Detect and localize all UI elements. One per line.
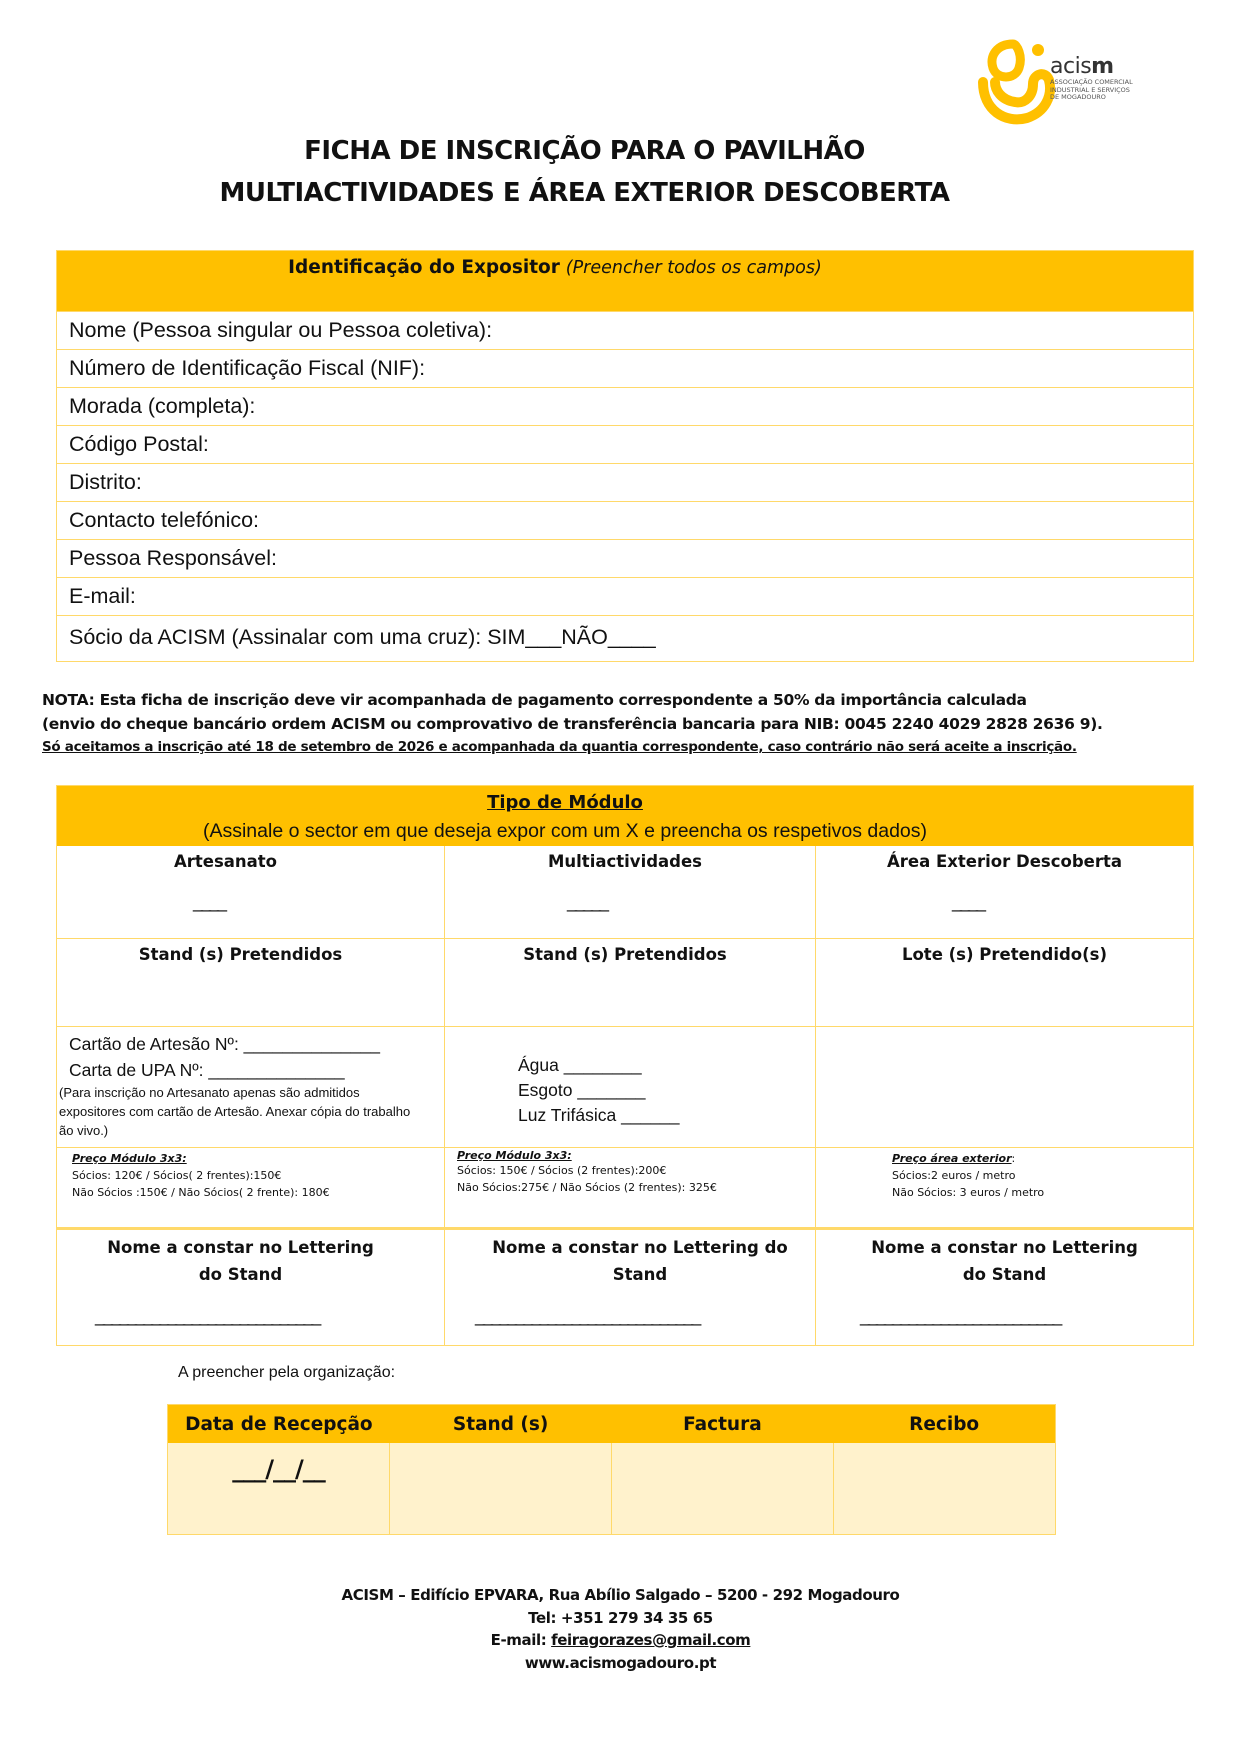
preco-area-exterior: Preço área exterior: Sócios:2 euros / metro Não Sócios: 3 euros / metro xyxy=(815,1148,1193,1227)
lettering-blank[interactable]: ____________________________ xyxy=(475,1306,700,1326)
nota-line-1: NOTA: Esta ficha de inscrição deve vir acompanhada de pagamento correspondente a 50% da importância calculada xyxy=(42,691,1027,709)
luz-trifasica-field[interactable]: Luz Trifásica ______ xyxy=(518,1105,680,1125)
organizacao-body xyxy=(168,1443,1055,1534)
field-socio[interactable]: Sócio da ACISM (Assinalar com uma cruz): SIM___NÃO____ xyxy=(57,615,1193,659)
col-recibo: Recibo xyxy=(909,1414,980,1435)
col-data-recepcao: Data de Recepção xyxy=(185,1414,373,1435)
stands-row xyxy=(57,938,1193,1026)
title-line-1: FICHA DE INSCRIÇÃO PARA O PAVILHÃO xyxy=(304,136,865,166)
lettering-area-exterior[interactable]: Nome a constar no Lettering do Stand _________________________ xyxy=(815,1230,1193,1345)
logo-subtitle: ASSOCIAÇÃO COMERCIAL INDUSTRIAL E SERVIÇOS DE MOGADOURO xyxy=(1050,78,1133,101)
prices-row xyxy=(57,1147,1193,1227)
modulo-section xyxy=(56,785,1194,1346)
recibo-field[interactable] xyxy=(833,1443,1055,1534)
lettering-blank[interactable]: _________________________ xyxy=(860,1306,1061,1326)
sectors-row xyxy=(57,846,1193,938)
organizacao-label: A preencher pela organização: xyxy=(178,1364,396,1381)
modulo-heading xyxy=(57,786,1193,846)
col-factura: Factura xyxy=(683,1414,762,1435)
carta-upa-field[interactable]: Carta de UPA Nº: ______________ xyxy=(69,1060,345,1080)
lettering-multiactividades[interactable]: Nome a constar no Lettering do Stand ____________________________ xyxy=(444,1230,815,1345)
col-stands: Stand (s) xyxy=(452,1414,549,1435)
field-nif[interactable]: Número de Identificação Fiscal (NIF): xyxy=(57,349,1193,387)
cartao-artesao-field[interactable]: Cartão de Artesão Nº: ______________ xyxy=(69,1034,380,1054)
stands-artesanato[interactable]: Stand (s) Pretendidos xyxy=(138,945,343,964)
factura-field[interactable] xyxy=(611,1443,833,1534)
details-row xyxy=(57,1026,1193,1147)
artesao-note: (Para inscrição no Artesanato apenas são admitidos expositores com cartão de Artesão. Anexar cópia do trabalho ão vivo.) xyxy=(59,1085,411,1138)
footer-email-line: E-mail: feiragorazes@gmail.com xyxy=(490,1631,751,1649)
preco-artesanato: Preço Módulo 3x3: Sócios: 120€ / Sócios( 2 frentes):150€ Não Sócios :150€ / Não Sócios( 2 frente): 180€ xyxy=(72,1152,330,1199)
stands-multiactividades[interactable]: Stand (s) Pretendidos xyxy=(444,939,815,1026)
modulo-heading-title: Tipo de Módulo xyxy=(487,792,643,813)
page-title xyxy=(0,130,1169,214)
lettering-row xyxy=(57,1227,1193,1345)
organizacao-header xyxy=(168,1405,1055,1443)
lettering-blank[interactable]: ____________________________ xyxy=(95,1306,320,1326)
expositor-heading-note: (Preencher todos os campos) xyxy=(565,258,822,278)
footer-tel: Tel: +351 279 34 35 65 xyxy=(528,1608,713,1627)
footer xyxy=(0,1584,1241,1674)
field-morada[interactable]: Morada (completa): xyxy=(57,387,1193,425)
lotes-area-exterior[interactable]: Lote (s) Pretendido(s) xyxy=(815,939,1193,1026)
field-codigo-postal[interactable]: Código Postal: xyxy=(57,425,1193,463)
field-distrito[interactable]: Distrito: xyxy=(57,463,1193,501)
exterior-details xyxy=(815,1027,1193,1147)
logo-name: acism xyxy=(1050,54,1114,79)
expositor-section xyxy=(56,250,1194,662)
expositor-heading-title: Identificação do Expositor xyxy=(288,257,560,278)
logo-text xyxy=(1050,54,1140,102)
lettering-artesanato[interactable]: Nome a constar no Lettering do Stand ____________________________ xyxy=(95,1238,374,1326)
organizacao-table xyxy=(167,1404,1056,1535)
preco-multiactividades: Preço Módulo 3x3: Sócios: 150€ / Sócios (2 frentes):200€ Não Sócios:275€ / Não Sócios (2 frentes): 325€ xyxy=(444,1148,815,1227)
nota-line-3: Só aceitamos a inscrição até 18 de setembro de 2026 e acompanhada da quantia correspondente, caso contrário não será aceite a inscrição. xyxy=(42,739,1077,755)
footer-website-link[interactable]: www.acismogadouro.pt xyxy=(524,1653,717,1672)
artesao-details xyxy=(57,1027,444,1147)
field-contacto[interactable]: Contacto telefónico: xyxy=(57,501,1193,539)
title-line-2: MULTIACTIVIDADES E ÁREA EXTERIOR DESCOBERTA xyxy=(219,178,950,208)
field-nome[interactable]: Nome (Pessoa singular ou Pessoa coletiva): xyxy=(57,311,1193,349)
footer-email-link[interactable]: feiragorazes@gmail.com xyxy=(551,1631,751,1649)
expositor-heading xyxy=(57,251,1193,311)
stands-field[interactable] xyxy=(389,1443,611,1534)
esgoto-field[interactable]: Esgoto _______ xyxy=(518,1080,646,1100)
footer-address: ACISM – Edifício EPVARA, Rua Abílio Salgado – 5200 - 292 Mogadouro xyxy=(341,1586,900,1604)
sector-mark-blank[interactable]: _____ xyxy=(567,892,608,912)
agua-field[interactable]: Água ________ xyxy=(518,1055,642,1075)
sector-artesanato[interactable]: Artesanato ____ xyxy=(173,852,278,912)
modulo-subheading: (Assinale o sector em que deseja expor com um X e preencha os respetivos dados) xyxy=(202,820,928,842)
sector-area-exterior[interactable]: Área Exterior Descoberta ____ xyxy=(815,846,1193,938)
field-pessoa-responsavel[interactable]: Pessoa Responsável: xyxy=(57,539,1193,577)
sector-multiactividades[interactable]: Multiactividades _____ xyxy=(444,846,815,938)
nota-block xyxy=(42,688,1222,758)
sector-mark-blank[interactable]: ____ xyxy=(952,892,985,912)
sector-mark-blank[interactable]: ____ xyxy=(193,892,226,912)
date-recepcao-field[interactable]: ___/__/__ xyxy=(232,1455,325,1483)
nota-line-2: (envio do cheque bancário ordem ACISM ou comprovativo de transferência bancaria para NIB: 0045 2240 4029 2828 2636 9). xyxy=(42,715,1103,733)
servicos-details xyxy=(444,1027,815,1147)
field-email[interactable]: E-mail: xyxy=(57,577,1193,615)
